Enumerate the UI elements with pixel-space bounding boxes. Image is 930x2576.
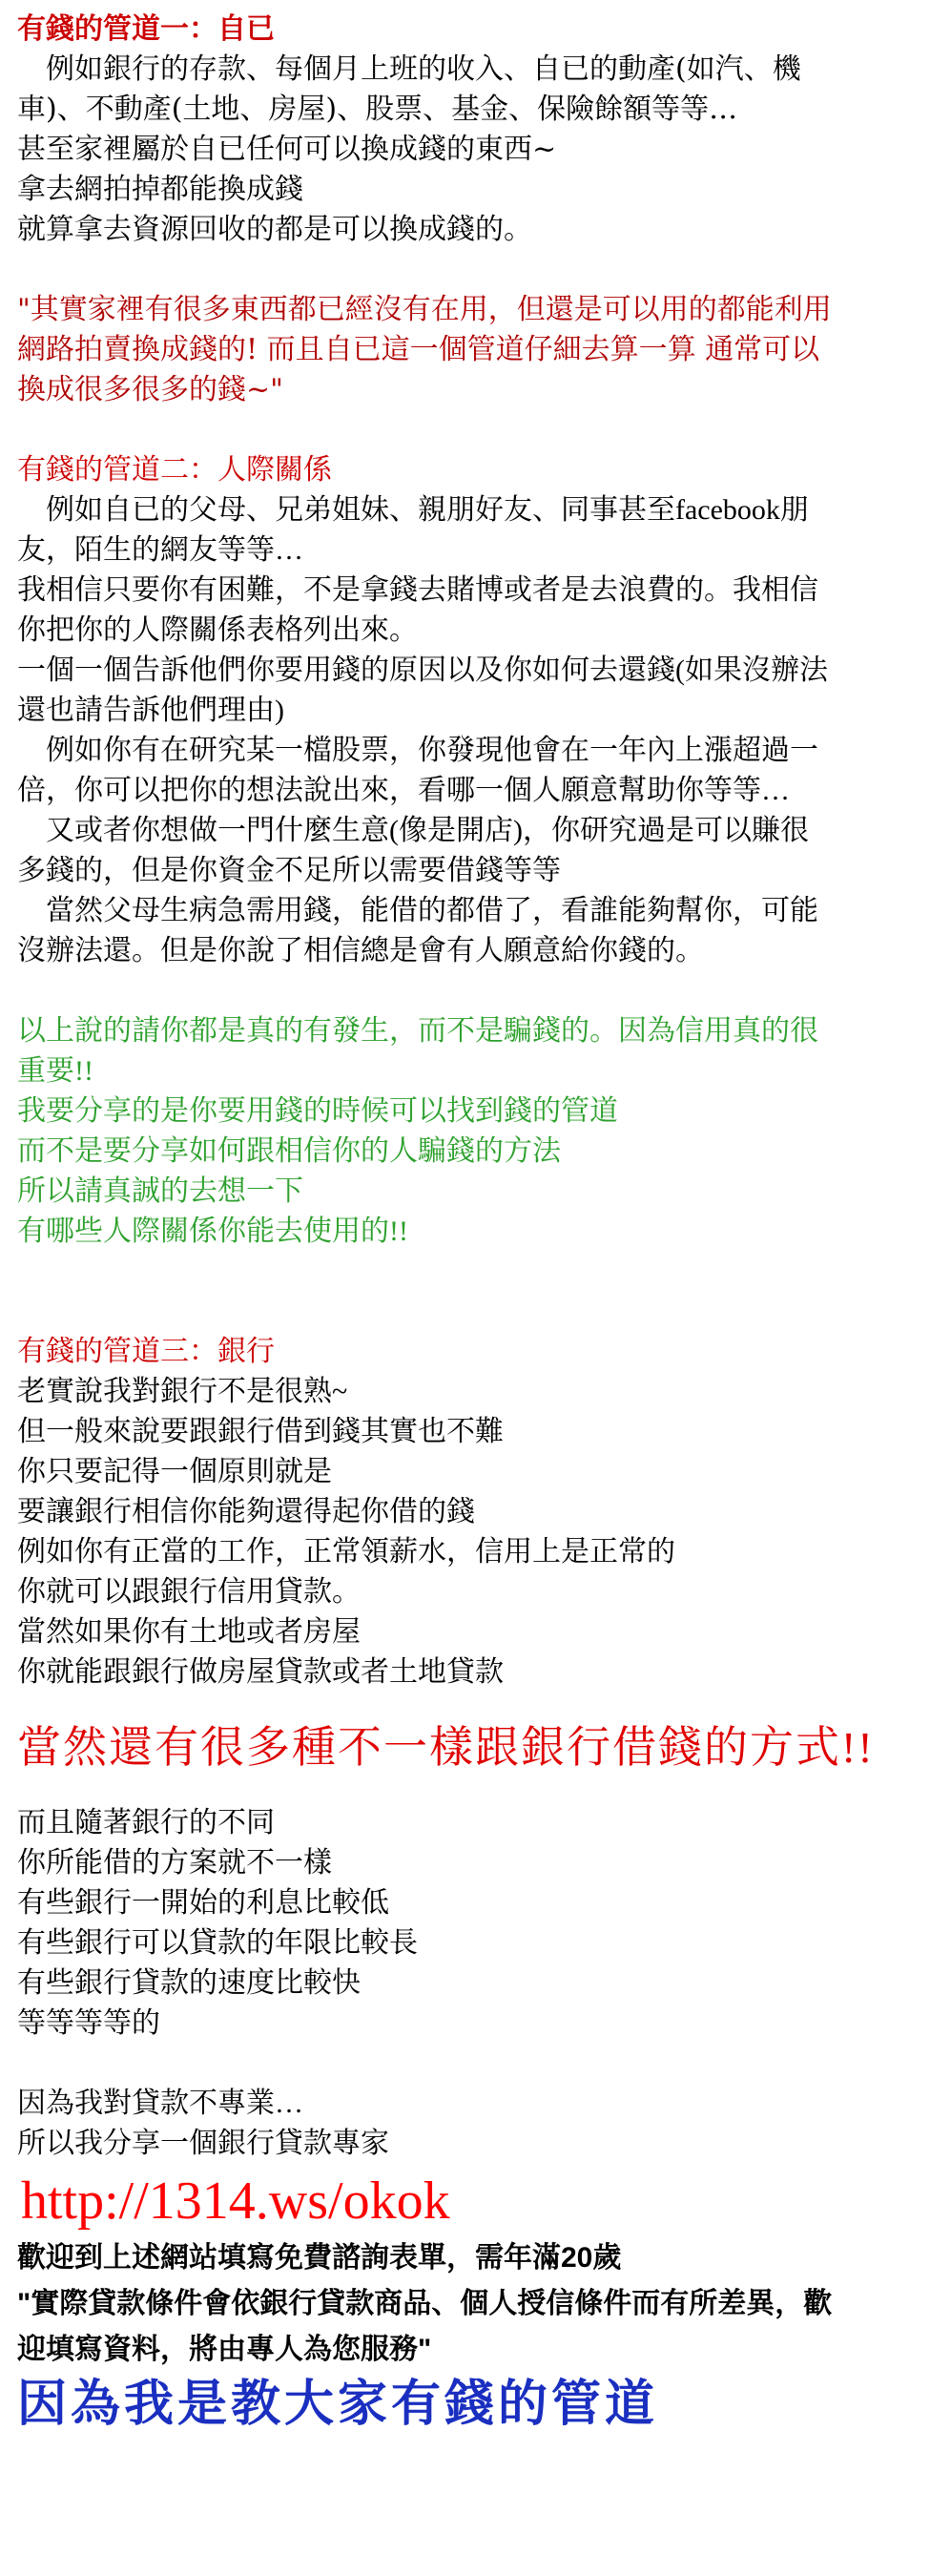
section2-line: 沒辦法還。但是你說了相信總是會有人願意給你錢的。	[17, 935, 704, 966]
section2-green-line: 而不是要分享如何跟相信你的人騙錢的方法	[17, 1135, 561, 1167]
section1-line: 車)、不動產(土地、房屋)、股票、基金、保險餘額等等…	[17, 93, 738, 126]
section2-line: 例如你有在研究某一檔股票，你發現他會在一年內上漲超過一	[17, 735, 818, 766]
section3-line: 所以我分享一個銀行貸款專家	[17, 2128, 389, 2159]
section3-line: 你就可以跟銀行信用貸款。	[17, 1576, 361, 1608]
section1-quote-line: 網路拍賣換成錢的! 而且自已這一個管道仔細去算一算 通常可以	[17, 333, 820, 366]
closing-title: 因為我是教大家有錢的管道	[17, 2378, 659, 2432]
section2-line: 倍，你可以把你的想法說出來，看哪一個人願意幫助你等等…	[17, 775, 790, 806]
section3-line: 你所能借的方案就不一樣	[17, 1847, 332, 1879]
section2-green-line: 所以請真誠的去想一下	[17, 1175, 303, 1207]
section3-line: 等等等等的	[17, 2007, 160, 2039]
section3-line: 例如你有正當的工作，正常領薪水，信用上是正常的	[17, 1536, 675, 1568]
bank-emphasis-text: 當然還有很多種不一樣跟銀行借錢的方式!!	[17, 1723, 875, 1772]
section3-line: 而且隨著銀行的不同	[17, 1807, 275, 1839]
section2-line: 多錢的，但是你資金不足所以需要借錢等等	[17, 855, 561, 886]
section3-line: 你就能跟銀行做房屋貸款或者土地貸款	[17, 1656, 504, 1688]
section2-green-line: 我要分享的是你要用錢的時候可以找到錢的管道	[17, 1095, 618, 1127]
section2-line: 一個一個告訴他們你要用錢的原因以及你如何去還錢(如果沒辦法	[17, 654, 828, 686]
section1-heading: 有錢的管道一：自已	[17, 13, 275, 45]
section3-line: 有些銀行一開始的利息比較低	[17, 1887, 389, 1919]
spacer	[17, 1252, 914, 1332]
disclaimer-line: 迎填寫資料，將由專人為您服務"	[17, 2334, 432, 2365]
section2-line: 又或者你想做一門什麼生意(像是開店)，你研究過是可以賺很	[17, 815, 809, 846]
section3-line: 因為我對貸款不專業…	[17, 2088, 303, 2119]
section2-line: 當然父母生病急需用錢，能借的都借了，看誰能夠幫你，可能	[17, 895, 818, 926]
section3-line: 當然如果你有土地或者房屋	[17, 1616, 361, 1648]
section1-line: 拿去網拍掉都能換成錢	[17, 173, 303, 206]
section3-line: 有些銀行可以貸款的年限比較長	[17, 1927, 418, 1959]
section2-line: 還也請告訴他們理由)	[17, 695, 284, 726]
section2-green-line: 有哪些人際關係你能去使用的!!	[17, 1215, 408, 1247]
spacer	[17, 971, 914, 1011]
section2-line: 我相信只要你有困難，不是拿錢去賭博或者是去浪費的。我相信	[17, 574, 818, 606]
section2-line: 例如自已的父母、兄弟姐妹、親朋好友、同事甚至facebook朋	[17, 494, 809, 526]
section1-quote-line: "其實家裡有很多東西都已經沒有在用，但還是可以用的都能利用	[17, 293, 832, 326]
section2-heading: 有錢的管道二：人際關係	[17, 454, 332, 486]
spacer	[17, 1782, 914, 1803]
section3-line: 要讓銀行相信你能夠還得起你借的錢	[17, 1496, 475, 1527]
loan-expert-link[interactable]: http://1314.ws/okok	[21, 2171, 450, 2231]
consultation-notice: 歡迎到上述網站填寫免費諮詢表單，需年滿20歲	[17, 2242, 622, 2274]
spacer	[17, 2044, 914, 2084]
spacer	[17, 410, 914, 450]
section1-line: 就算拿去資源回收的都是可以換成錢的。	[17, 213, 532, 246]
section2-green-line: 以上說的請你都是真的有發生，而不是騙錢的。因為信用真的很	[17, 1015, 818, 1047]
section3-line: 有些銀行貸款的速度比較快	[17, 1967, 361, 1999]
section1-quote-line: 換成很多很多的錢~"	[17, 373, 283, 406]
section2-line: 友，陌生的網友等等…	[17, 534, 303, 566]
section3-line: 老實說我對銀行不是很熟~	[17, 1376, 348, 1407]
section2-green-line: 重要!!	[17, 1055, 93, 1087]
section3-line: 你只要記得一個原則就是	[17, 1456, 332, 1487]
disclaimer-line: "實際貸款條件會依銀行貸款商品、個人授信條件而有所差異，歡	[17, 2288, 833, 2319]
section1-line: 甚至家裡屬於自已任何可以換成錢的東西~	[17, 133, 557, 166]
section3-heading: 有錢的管道三：銀行	[17, 1336, 275, 1367]
section3-line: 但一般來說要跟銀行借到錢其實也不難	[17, 1416, 504, 1447]
article	[17, 10, 914, 2441]
spacer	[17, 250, 914, 290]
section1-line: 例如銀行的存款、每個月上班的收入、自已的動產(如汽、機	[17, 52, 801, 86]
section2-line: 你把你的人際關係表格列出來。	[17, 614, 418, 646]
spacer	[17, 1693, 914, 1714]
